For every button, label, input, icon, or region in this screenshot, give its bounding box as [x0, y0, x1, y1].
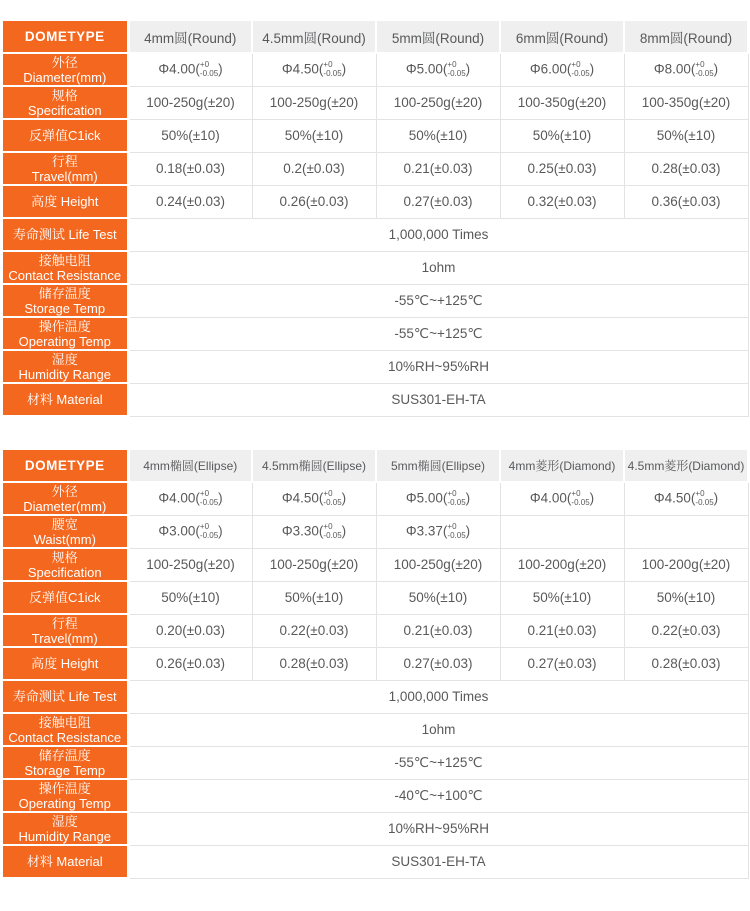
- column-header-cell: 5mm椭圆(Ellipse): [376, 449, 500, 482]
- spec-span-row: [3, 713, 748, 746]
- tolerance-stack: [695, 60, 713, 78]
- tolerance-lower-limit: -0.05: [323, 530, 342, 540]
- span-value-cell: 1,000,000 Times: [128, 680, 748, 713]
- data-cell: 0.28(±0.03): [624, 152, 748, 185]
- data-cell: [252, 515, 376, 548]
- row-label-line: 储存温度: [38, 285, 91, 301]
- tolerance-lower-limit: -0.05: [447, 497, 466, 507]
- data-cell: 0.27(±0.03): [376, 647, 500, 680]
- row-label-line: Humidity Range: [18, 828, 111, 844]
- tolerance-close-paren: ): [589, 61, 595, 77]
- data-cell: 0.22(±0.03): [624, 614, 748, 647]
- tolerance-upper-limit: +0: [323, 488, 333, 498]
- tolerance-stack: [695, 489, 713, 507]
- row-label-line: 反弹值C1ick: [28, 590, 101, 605]
- row-label-line: 高度 Height: [31, 194, 99, 209]
- tolerance-close-paren: ): [218, 523, 223, 539]
- span-value-cell: -55℃~+125℃: [128, 284, 748, 317]
- tolerance-value: Φ4.50(: [281, 61, 324, 77]
- row-label-cell: [3, 746, 128, 779]
- data-cell: 100-350g(±20): [624, 86, 748, 119]
- tolerance-upper-limit: +0: [571, 488, 581, 498]
- spec-span-row: [3, 746, 748, 779]
- data-cell: 0.28(±0.03): [624, 647, 748, 680]
- tolerance-close-paren: ): [341, 61, 347, 77]
- row-label-cell: [3, 647, 128, 680]
- row-label-line: Humidity Range: [18, 366, 111, 382]
- tolerance-upper-limit: +0: [695, 488, 705, 498]
- row-label-cell: [3, 251, 128, 284]
- row-label-cell: [3, 383, 128, 416]
- row-label-cell: [3, 581, 128, 614]
- row-label-cell: [3, 185, 128, 218]
- span-value-cell: -55℃~+125℃: [128, 746, 748, 779]
- spec-row: [3, 647, 748, 680]
- data-cell: 0.36(±0.03): [624, 185, 748, 218]
- spec-row: [3, 614, 748, 647]
- data-cell: 100-200g(±20): [624, 548, 748, 581]
- row-label-line: 外径: [51, 483, 78, 499]
- row-label-cell: [3, 350, 128, 383]
- tolerance-close-paren: ): [341, 523, 347, 539]
- tolerance-close-paren: ): [218, 61, 223, 77]
- ellipse-diamond-dome-spec-table: [3, 448, 749, 879]
- tolerance-stack: [200, 60, 218, 78]
- tolerance-value: Φ4.00(: [529, 490, 572, 506]
- data-cell: 0.32(±0.03): [500, 185, 624, 218]
- data-cell: 100-250g(±20): [128, 86, 252, 119]
- spec-span-row: [3, 812, 748, 845]
- data-cell: 0.28(±0.03): [252, 647, 376, 680]
- tolerance-upper-limit: +0: [447, 488, 457, 498]
- row-label-line: 操作温度: [38, 780, 91, 796]
- spec-span-row: [3, 845, 748, 878]
- spec-row: [3, 86, 748, 119]
- spec-span-row: [3, 317, 748, 350]
- tolerance-lower-limit: -0.05: [323, 497, 342, 507]
- row-label-line: Travel(mm): [31, 630, 98, 646]
- data-cell: 0.26(±0.03): [128, 647, 252, 680]
- span-value-cell: 1ohm: [128, 251, 748, 284]
- tolerance-close-paren: ): [218, 490, 223, 506]
- dometype-corner-cell: DOMETYPE: [3, 449, 128, 482]
- row-label-line: Contact Resistance: [8, 729, 122, 745]
- column-header-cell: 4.5mm圆(Round): [252, 20, 376, 53]
- tolerance-stack: [447, 522, 465, 540]
- data-cell: 0.20(±0.03): [128, 614, 252, 647]
- tolerance-upper-limit: +0: [447, 521, 457, 531]
- row-label-cell: [3, 317, 128, 350]
- data-cell: 0.27(±0.03): [500, 647, 624, 680]
- tolerance-close-paren: ): [713, 490, 719, 506]
- data-cell: 0.26(±0.03): [252, 185, 376, 218]
- data-cell: [500, 53, 624, 86]
- tolerance-lower-limit: -0.05: [447, 530, 466, 540]
- tolerance-close-paren: ): [465, 61, 471, 77]
- data-cell: [624, 482, 748, 515]
- spec-span-row: [3, 251, 748, 284]
- data-cell: 0.21(±0.03): [376, 152, 500, 185]
- tolerance-value: Φ4.00(: [158, 490, 200, 506]
- data-cell: 0.25(±0.03): [500, 152, 624, 185]
- row-label-line: 接触电阻: [38, 252, 91, 268]
- tolerance-upper-limit: +0: [447, 59, 457, 69]
- row-label-line: 行程: [51, 153, 78, 169]
- tolerance-lower-limit: -0.05: [571, 68, 590, 78]
- column-header-cell: 4.5mm菱形(Diamond): [624, 449, 748, 482]
- tolerance-upper-limit: +0: [695, 59, 705, 69]
- tolerance-lower-limit: -0.05: [447, 68, 466, 78]
- tolerance-close-paren: ): [713, 61, 719, 77]
- row-label-line: 湿度: [51, 351, 78, 367]
- tolerance-value: Φ4.50(: [653, 490, 696, 506]
- tolerance-value: Φ4.50(: [281, 490, 324, 506]
- row-label-line: 接触电阻: [38, 714, 91, 730]
- tolerance-stack: [447, 60, 465, 78]
- row-label-line: 腰宽: [51, 516, 78, 532]
- span-value-cell: -40℃~+100℃: [128, 779, 748, 812]
- tolerance-upper-limit: +0: [199, 521, 210, 531]
- row-label-line: 规格: [51, 549, 78, 565]
- span-value-cell: 10%RH~95%RH: [128, 350, 748, 383]
- data-cell: [624, 53, 748, 86]
- tolerance-stack: [323, 489, 341, 507]
- span-value-cell: 1,000,000 Times: [128, 218, 748, 251]
- data-cell: 0.21(±0.03): [500, 614, 624, 647]
- row-label-cell: [3, 845, 128, 878]
- row-label-line: 高度 Height: [31, 656, 99, 671]
- data-cell: 100-250g(±20): [252, 86, 376, 119]
- tolerance-value: Φ3.30(: [281, 523, 324, 539]
- row-label-line: Contact Resistance: [8, 267, 122, 283]
- data-cell: 0.18(±0.03): [128, 152, 252, 185]
- tolerance-value: Φ8.00(: [653, 61, 696, 77]
- data-cell: 100-250g(±20): [252, 548, 376, 581]
- tolerance-close-paren: ): [341, 490, 347, 506]
- data-cell: [252, 53, 376, 86]
- spec-span-row: [3, 779, 748, 812]
- tolerance-lower-limit: -0.05: [199, 530, 219, 540]
- column-header-cell: 4mm菱形(Diamond): [500, 449, 624, 482]
- row-label-cell: [3, 284, 128, 317]
- row-label-cell: [3, 548, 128, 581]
- data-cell: 50%(±10): [376, 581, 500, 614]
- tolerance-stack: [323, 522, 341, 540]
- tolerance-close-paren: ): [589, 490, 595, 506]
- data-cell: 50%(±10): [500, 581, 624, 614]
- data-cell: [128, 53, 252, 86]
- data-cell: 100-250g(±20): [128, 548, 252, 581]
- row-label-cell: [3, 713, 128, 746]
- row-label-line: 行程: [51, 615, 78, 631]
- row-label-line: 湿度: [51, 813, 78, 829]
- tolerance-lower-limit: -0.05: [199, 497, 219, 507]
- dometype-corner-cell: DOMETYPE: [3, 20, 128, 53]
- spec-row: [3, 119, 748, 152]
- column-header-cell: 4.5mm椭圆(Ellipse): [252, 449, 376, 482]
- row-label-line: Diameter(mm): [23, 69, 107, 85]
- row-label-cell: [3, 515, 128, 548]
- data-cell: [128, 515, 252, 548]
- tolerance-value: Φ3.00(: [158, 523, 200, 539]
- row-label-line: 反弹值C1ick: [28, 128, 101, 143]
- row-label-line: 规格: [51, 87, 78, 103]
- data-cell: [376, 53, 500, 86]
- tolerance-upper-limit: +0: [199, 488, 210, 498]
- row-label-line: 操作温度: [38, 318, 91, 334]
- column-header-cell: 6mm圆(Round): [500, 20, 624, 53]
- data-cell: 50%(±10): [624, 119, 748, 152]
- spec-row: [3, 515, 748, 548]
- spec-row: [3, 581, 748, 614]
- column-header-cell: 4mm椭圆(Ellipse): [128, 449, 252, 482]
- tolerance-upper-limit: +0: [571, 59, 581, 69]
- row-label-cell: [3, 86, 128, 119]
- row-label-line: Specification: [27, 102, 102, 118]
- tolerance-stack: [571, 489, 589, 507]
- row-label-line: Operating Temp: [18, 795, 111, 811]
- row-label-line: 寿命测试 Life Test: [12, 227, 117, 242]
- span-value-cell: -55℃~+125℃: [128, 317, 748, 350]
- empty-data-cell: [500, 515, 624, 548]
- data-cell: 50%(±10): [624, 581, 748, 614]
- row-label-line: 材料 Material: [26, 392, 103, 407]
- column-header-cell: 5mm圆(Round): [376, 20, 500, 53]
- tolerance-stack: [323, 60, 341, 78]
- data-cell: 0.21(±0.03): [376, 614, 500, 647]
- row-label-line: Storage Temp: [24, 762, 106, 778]
- tolerance-upper-limit: +0: [323, 59, 333, 69]
- row-label-cell: [3, 218, 128, 251]
- tolerance-upper-limit: +0: [323, 521, 333, 531]
- data-cell: 50%(±10): [500, 119, 624, 152]
- data-cell: 0.27(±0.03): [376, 185, 500, 218]
- data-cell: 50%(±10): [376, 119, 500, 152]
- column-header-cell: 4mm圆(Round): [128, 20, 252, 53]
- data-cell: 0.2(±0.03): [252, 152, 376, 185]
- spec-row: [3, 152, 748, 185]
- row-label-line: 寿命测试 Life Test: [12, 689, 117, 704]
- spec-span-row: [3, 350, 748, 383]
- data-cell: 0.24(±0.03): [128, 185, 252, 218]
- row-label-cell: [3, 779, 128, 812]
- data-cell: 50%(±10): [252, 581, 376, 614]
- row-label-cell: [3, 614, 128, 647]
- row-label-cell: [3, 152, 128, 185]
- tolerance-lower-limit: -0.05: [695, 497, 714, 507]
- tolerance-close-paren: ): [465, 523, 471, 539]
- tolerance-lower-limit: -0.05: [323, 68, 342, 78]
- data-cell: 50%(±10): [128, 581, 252, 614]
- row-label-cell: [3, 119, 128, 152]
- data-cell: 100-350g(±20): [500, 86, 624, 119]
- row-label-line: Specification: [27, 564, 102, 580]
- row-label-line: Diameter(mm): [23, 498, 107, 514]
- data-cell: 50%(±10): [252, 119, 376, 152]
- data-cell: [376, 482, 500, 515]
- round-dome-spec-table: [3, 19, 749, 417]
- tolerance-lower-limit: -0.05: [199, 68, 219, 78]
- row-label-line: Waist(mm): [33, 531, 96, 547]
- data-cell: [500, 482, 624, 515]
- spec-row: [3, 185, 748, 218]
- row-label-cell: [3, 482, 128, 515]
- tolerance-stack: [200, 489, 218, 507]
- tolerance-stack: [200, 522, 218, 540]
- tolerance-upper-limit: +0: [199, 59, 210, 69]
- tolerance-stack: [447, 489, 465, 507]
- span-value-cell: SUS301-EH-TA: [128, 845, 748, 878]
- tolerance-value: Φ5.00(: [405, 61, 448, 77]
- row-label-line: 材料 Material: [26, 854, 103, 869]
- spec-span-row: [3, 383, 748, 416]
- data-cell: [252, 482, 376, 515]
- row-label-line: 外径: [51, 54, 78, 70]
- row-label-line: Travel(mm): [31, 168, 98, 184]
- tolerance-stack: [571, 60, 589, 78]
- tolerance-value: Φ4.00(: [158, 61, 200, 77]
- row-label-line: Storage Temp: [24, 300, 106, 316]
- data-cell: 0.22(±0.03): [252, 614, 376, 647]
- row-label-cell: [3, 680, 128, 713]
- empty-data-cell: [624, 515, 748, 548]
- table-header-row: [3, 20, 748, 53]
- spec-span-row: [3, 218, 748, 251]
- row-label-cell: [3, 53, 128, 86]
- tolerance-lower-limit: -0.05: [571, 497, 590, 507]
- data-cell: [376, 515, 500, 548]
- spec-span-row: [3, 284, 748, 317]
- span-value-cell: SUS301-EH-TA: [128, 383, 748, 416]
- row-label-cell: [3, 812, 128, 845]
- tolerance-lower-limit: -0.05: [695, 68, 714, 78]
- tolerance-value: Φ5.00(: [405, 490, 448, 506]
- data-cell: 50%(±10): [128, 119, 252, 152]
- spec-row: [3, 548, 748, 581]
- data-cell: 100-250g(±20): [376, 548, 500, 581]
- tolerance-value: Φ6.00(: [529, 61, 572, 77]
- span-value-cell: 10%RH~95%RH: [128, 812, 748, 845]
- data-cell: [128, 482, 252, 515]
- table-header-row: [3, 449, 748, 482]
- row-label-line: 储存温度: [38, 747, 91, 763]
- spec-row: [3, 482, 748, 515]
- column-header-cell: 8mm圆(Round): [624, 20, 748, 53]
- tolerance-close-paren: ): [465, 490, 471, 506]
- data-cell: 100-200g(±20): [500, 548, 624, 581]
- row-label-line: Operating Temp: [18, 333, 111, 349]
- data-cell: 100-250g(±20): [376, 86, 500, 119]
- span-value-cell: 1ohm: [128, 713, 748, 746]
- spec-span-row: [3, 680, 748, 713]
- spec-row: [3, 53, 748, 86]
- tolerance-value: Φ3.37(: [405, 523, 448, 539]
